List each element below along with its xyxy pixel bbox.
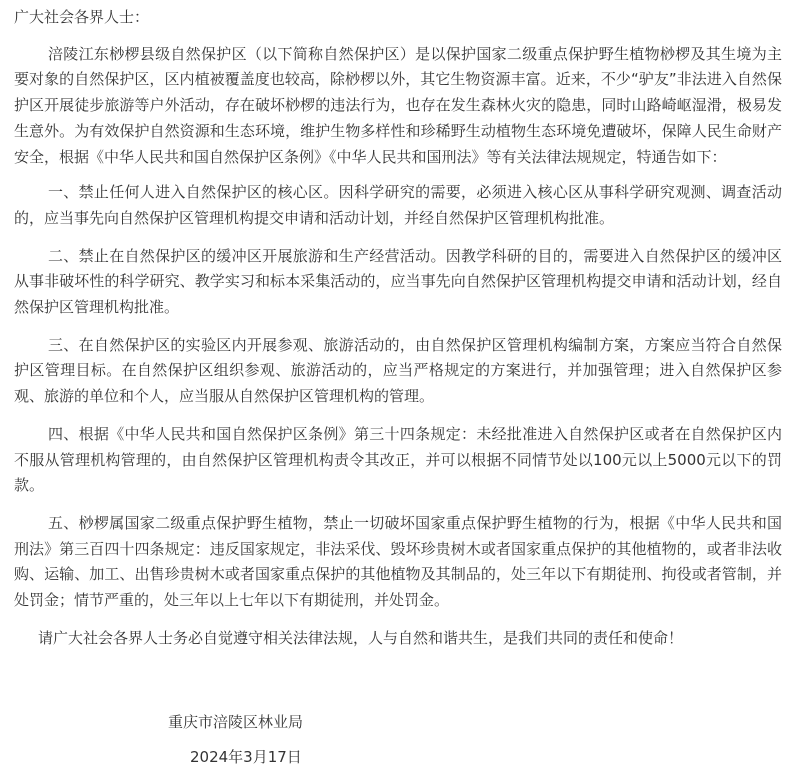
salutation: 广大社会各界人士： (14, 8, 150, 26)
issue-date: 2024年3月17日 (190, 748, 302, 766)
article-4-paragraph: 四、根据《中华人民共和国自然保护区条例》第三十四条规定：未经批准进入自然保护区或者在自然保护区内不服从管理机构管理的，由自然保护区管理机构责令其改正，并可以根据不同情节处以100元以上5000元以下的罚款。 (14, 424, 782, 495)
intro-paragraph: 涪陵江东桫椤县级自然保护区（以下简称自然保护区）是以保护国家二级重点保护野生植物桫椤及其生境为主要对象的自然保护区，区内植被覆盖度也较高，除桫椤以外，其它生物资源丰富。近来，不少“驴友”非法进入自然保护区开展徒步旅游等户外活动，存在破坏桫椤的违法行为，也存在发生森林火灾的隐患，同时山路崎岖湿滑，极易发生意外。为有效保护自然资源和生态环境，维护生物多样性和珍稀野生动植物生态环境免遭破坏，保障人民生命财产安全，根据《中华人民共和国自然保护区条例》《中华人民共和国刑法》等有关法律法规规定，特通告如下： (14, 44, 782, 166)
article-2-paragraph: 二、禁止在自然保护区的缓冲区开展旅游和生产经营活动。因教学科研的目的，需要进入自然保护区的缓冲区从事非破坏性的科学研究、教学实习和标本采集活动的，应当事先向自然保护区管理机构提交申请和活动计划，经自然保护区管理机构批准。 (14, 246, 782, 317)
closing-paragraph: 请广大社会各界人士务必自觉遵守相关法律法规，人与自然和谐共生，是我们共同的责任和使命！ (38, 628, 684, 647)
article-1-paragraph: 一、禁止任何人进入自然保护区的核心区。因科学研究的需要，必须进入核心区从事科学研究观测、调查活动的，应当事先向自然保护区管理机构提交申请和活动计划，并经自然保护区管理机构批准。 (14, 183, 782, 227)
issuer-signature: 重庆市涪陵区林业局 (168, 713, 304, 731)
article-3-paragraph: 三、在自然保护区的实验区内开展参观、旅游活动的，由自然保护区管理机构编制方案，方案应当符合自然保护区管理目标。在自然保护区组织参观、旅游活动的，应当严格规定的方案进行，并加强管理；进入自然保护区参观、旅游的单位和个人，应当服从自然保护区管理机构的管理。 (14, 335, 782, 406)
article-5-paragraph: 五、桫椤属国家二级重点保护野生植物，禁止一切破坏国家重点保护野生植物的行为，根据《中华人民共和国刑法》第三百四十四条规定：违反国家规定，非法采伐、毁坏珍贵树木或者国家重点保护的其他植物的，或者非法收购、运输、加工、出售珍贵树木或者国家重点保护的其他植物及其制品的，处三年以下有期徒刑、拘役或者管制，并处罚金；情节严重的，处三年以上七年以下有期徒刑，并处罚金。 (14, 513, 782, 610)
